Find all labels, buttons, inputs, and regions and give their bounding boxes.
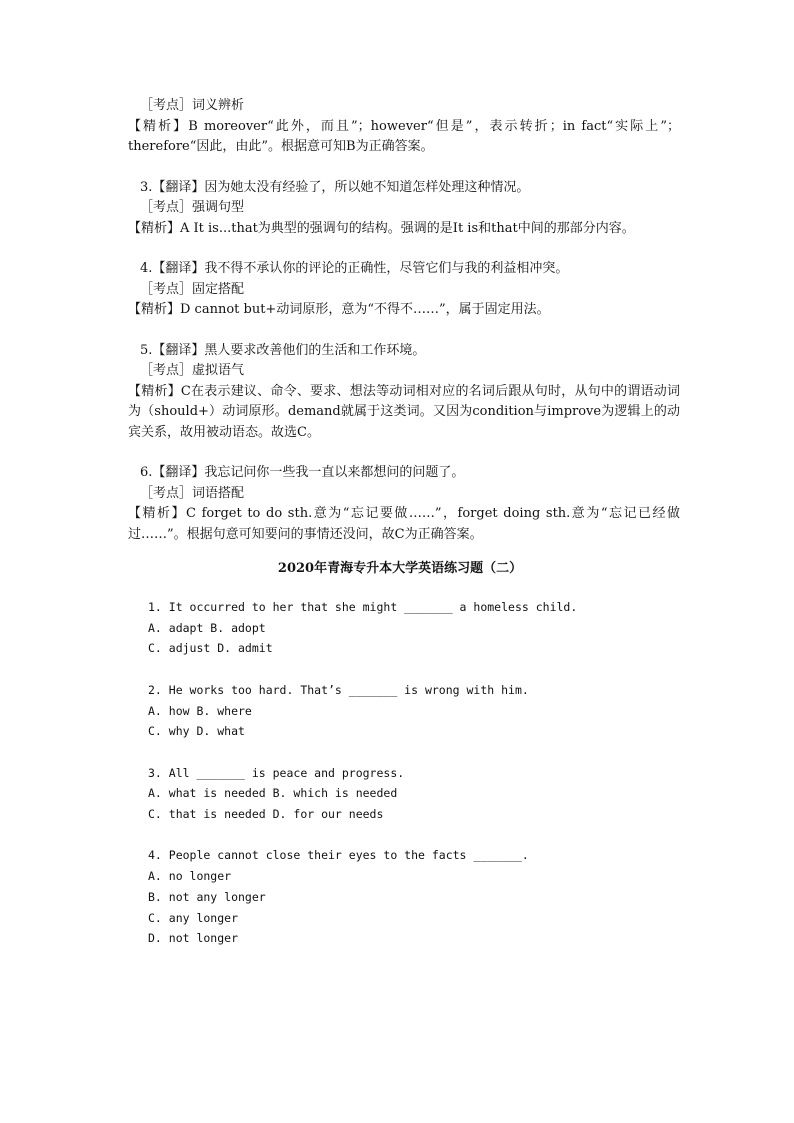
- question-stem: 4. People cannot close their eyes to the facts _______.: [148, 848, 529, 863]
- question-option: C. that is needed D. for our needs: [148, 807, 384, 821]
- kaodian-line: ［考点］强调句型: [140, 200, 245, 215]
- question-option: B. not any longer: [148, 889, 266, 904]
- kaodian-line: ［考点］词义辨析: [140, 98, 245, 113]
- question-option: D. not longer: [148, 931, 239, 946]
- fanyi-line: 5.【翻译】黑人要求改善他们的生活和工作环境。: [140, 342, 426, 358]
- fanyi-line: 3.【翻译】因为她太没有经验了，所以她不知道怎样处理这种情况。: [140, 179, 530, 195]
- jingxi-paragraph: 【精析】B moreover“此外，而且”；however“但是”，表示转折；in fact“实际上”；therefore“因此，由此”。根据意可知B为正确答案。: [128, 118, 680, 154]
- question-option: C. why D. what: [148, 724, 245, 739]
- document-content: [120, 96, 680, 949]
- question-stem: 3. All _______ is peace and progress.: [148, 765, 405, 780]
- question-stem: 1. It occurred to her that she might _______ a homeless child.: [148, 600, 578, 614]
- fanyi-line: 6.【翻译】我忘记问你一些我一直以来都想问的问题了。: [140, 465, 465, 480]
- question-option: A. how B. where: [148, 703, 252, 718]
- jingxi-paragraph: 【精析】D cannot but+动词原形，意为“不得不……”，属于固定用法。: [128, 302, 550, 317]
- jingxi-paragraph: 【精析】C forget to do sth.意为“忘记要做……”，forget doing sth.意为“忘记已经做过……”。根据句意可知要问的事情还没问，故C为正确答案。: [128, 506, 680, 542]
- question-option: C. any longer: [148, 910, 239, 925]
- question-option: C. adjust D. admit: [148, 641, 273, 656]
- fanyi-line: 4.【翻译】我不得不承认你的评论的正确性，尽管它们与我的利益相冲突。: [140, 261, 569, 276]
- kaodian-line: ［考点］词语搭配: [140, 485, 245, 501]
- question-option: A. no longer: [148, 869, 232, 884]
- question-option: A. what is needed B. which is needed: [148, 786, 398, 801]
- kaodian-line: ［考点］固定搭配: [140, 281, 245, 297]
- jingxi-paragraph: 【精析】A It is...that为典型的强调句的结构。强调的是It is和that中间的那部分内容。: [128, 220, 635, 236]
- question-stem: 2. He works too hard. That’s _______ is wrong with him.: [148, 682, 529, 697]
- section-title: 2020年青海专升本大学英语练习题（二）: [277, 561, 523, 576]
- kaodian-line: ［考点］虚拟语气: [140, 363, 245, 378]
- jingxi-paragraph: 【精析】C在表示建议、命令、要求、想法等动词相对应的名词后跟从句时，从句中的谓语动词为（should+）动词原形。demand就属于这类词。又因为condition与improve为逻辑上的动宾关系，故用被动语态。故选C。: [128, 383, 680, 440]
- question-option: A. adapt B. adopt: [148, 620, 266, 635]
